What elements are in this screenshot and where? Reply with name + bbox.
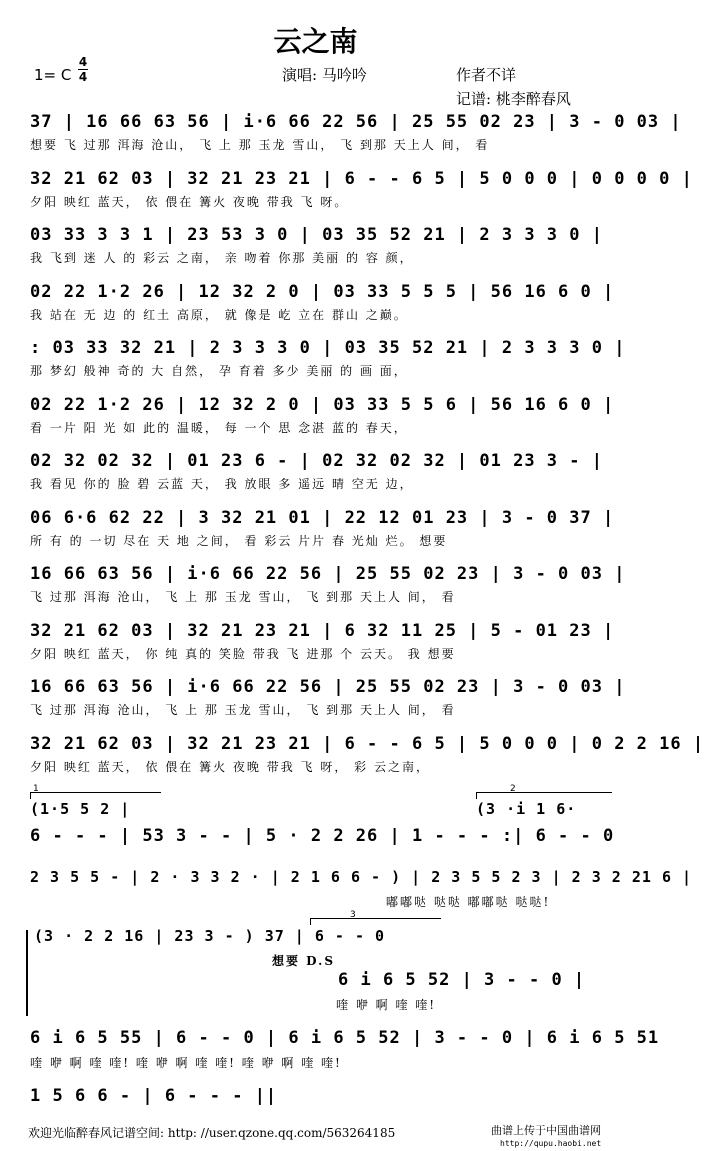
volta-number-1: 1: [33, 784, 39, 794]
meter-bottom: 4: [78, 70, 88, 84]
lyric-line: 飞 过那 洱海 沧山， 飞 上 那 玉龙 雪山， 飞 到那 天上人 间， 看: [30, 703, 456, 717]
notation-line: 02 22 1·2 26 | 12 32 2 0 | 03 33 5 5 5 | 56 16 6 0 |: [30, 281, 615, 302]
ending-row-5: 6 i 6 5 52 | 3 - - 0 |: [338, 970, 586, 990]
volta-number-2: 2: [510, 784, 516, 794]
notation-line: 03 33 3 3 1 | 23 53 3 0 | 03 35 52 21 | 2 3 3 3 0 |: [30, 225, 603, 245]
ending-row-2: 6 - - - | 53 3 - - | 5 · 2 2 26 | 1 - - - :| 6 - - 0: [30, 826, 615, 846]
notation-line: 02 22 1·2 26 | 12 32 2 0 | 03 33 5 5 6 | 56 16 6 0 |: [30, 394, 615, 415]
notation-line: 32 21 62 03 | 32 21 23 21 | 6 32 11 25 | 5 - 01 23 |: [30, 620, 615, 641]
lyric-line: 所 有 的 一切 尽在 天 地 之间， 看 彩云 片片 春 光灿 烂。 想要: [30, 533, 448, 548]
volta-number-3: 3: [350, 910, 356, 920]
watermark-site-name: 曲谱上传于中国曲谱网: [491, 1124, 601, 1137]
notation-line: 37 | 16 66 63 56 | i·6 66 22 56 | 25 55 02 23 | 3 - 0 03 |: [30, 112, 682, 132]
volta-bracket-1: [30, 792, 161, 799]
time-signature: [78, 56, 88, 83]
volta-bracket-3: [310, 918, 441, 925]
meter-top: 4: [78, 55, 88, 69]
lyric-line: 夕阳 映红 蓝天， 你 纯 真的 笑脸 带我 飞 进那 个 云天。 我 想要: [30, 646, 456, 661]
lyric-line: 想要 飞 过那 洱海 沧山， 飞 上 那 玉龙 雪山， 飞 到那 天上人 间， 看: [30, 138, 490, 152]
ending-row-1: (1·5 5 2 |: [30, 800, 131, 818]
notation-line: 16 66 63 56 | i·6 66 22 56 | 25 55 02 23 | 3 - 0 03 |: [30, 564, 626, 584]
ending-row-7: 1 5 6 6 - | 6 - - - ||: [30, 1086, 278, 1106]
lyric-line: 飞 过那 洱海 沧山， 飞 上 那 玉龙 雪山， 飞 到那 天上人 间， 看: [30, 590, 456, 604]
ending-row-5-lyrics: 喹 咿 啊 喹 喹!: [336, 998, 437, 1012]
ending-row-3-lyrics: 嘟嘟哒 哒哒 嘟嘟哒 哒哒!: [386, 895, 551, 909]
notation-line: 16 66 63 56 | i·6 66 22 56 | 25 55 02 23 | 3 - 0 03 |: [30, 677, 626, 697]
lyric-line: 我 站在 无 边 的 红土 高原， 就 像是 屹 立在 群山 之巅。: [30, 307, 408, 322]
repeat-bar: [26, 930, 28, 1016]
lyric-line: 看 一片 阳 光 如 此的 温暖， 每 一个 思 念湛 蓝的 春天，: [30, 420, 408, 435]
ending-row-6: 6 i 6 5 55 | 6 - - 0 | 6 i 6 5 52 | 3 - - 0 | 6 i 6 5 51: [30, 1028, 660, 1048]
notation-line: 02 32 02 32 | 01 23 6 - | 02 32 02 32 | 01 23 3 - |: [30, 451, 603, 471]
lyric-line: 夕阳 映红 蓝天， 依 偎在 篝火 夜晚 带我 飞 呀， 彩 云之南，: [30, 759, 430, 774]
singer: 演唱: 马吟吟: [282, 66, 367, 84]
notation-line: 32 21 62 03 | 32 21 23 21 | 6 - - 6 5 | 5 0 0 0 | 0 2 2 16 |: [30, 733, 704, 754]
notation-line: : 03 33 32 21 | 2 3 3 3 0 | 03 35 52 21 | 2 3 3 3 0 |: [30, 338, 626, 358]
key-signature: 1= C: [34, 66, 72, 84]
notation-line: 06 6·6 62 22 | 3 32 21 01 | 22 12 01 23 | 3 - 0 37 |: [30, 507, 615, 528]
notation-line: 32 21 62 03 | 32 21 23 21 | 6 - - 6 5 | 5 0 0 0 | 0 0 0 0 |: [30, 168, 693, 189]
lyric-line: 夕阳 映红 蓝天， 依 偎在 篝火 夜晚 带我 飞 呀。: [30, 194, 349, 209]
ending-row-3: 2 3 5 5 - | 2 · 3 3 2 · | 2 1 6 6 - ) | 2 3 5 5 2 3 | 2 3 2 21 6 |: [30, 868, 693, 886]
ds-mark: 想要 D.S: [272, 954, 336, 968]
lyric-line: 我 看见 你的 脸 碧 云蓝 天， 我 放眼 多 遥远 晴 空无 边，: [30, 477, 414, 491]
lyric-line: 那 梦幻 般神 奇的 大 自然， 孕 育着 多少 美丽 的 画 面，: [30, 364, 408, 378]
volta-bracket-2: [476, 792, 612, 799]
watermark-url: http://qupu.haobi.net: [500, 1139, 602, 1148]
footer-text: 欢迎光临醉春风记谱空间: http: //user.qzone.qq.com/563264185: [28, 1126, 396, 1140]
ending-row-4: (3 · 2 2 16 | 23 3 - ) 37 | 6 - - 0: [34, 927, 386, 945]
composer: 作者不详: [456, 66, 517, 84]
song-title: 云之南: [273, 25, 358, 58]
ending-row-1-right: (3 ·i 1 6·: [476, 800, 577, 818]
transcriber: 记谱: 桃李醉春风: [456, 90, 571, 108]
lyric-line: 我 飞到 迷 人 的 彩云 之南， 亲 吻着 你那 美丽 的 容 颜，: [30, 251, 414, 265]
ending-row-6-lyrics: 喹 咿 啊 喹 喹! 喹 咿 啊 喹 喹! 喹 咿 啊 喹 喹!: [30, 1056, 342, 1070]
